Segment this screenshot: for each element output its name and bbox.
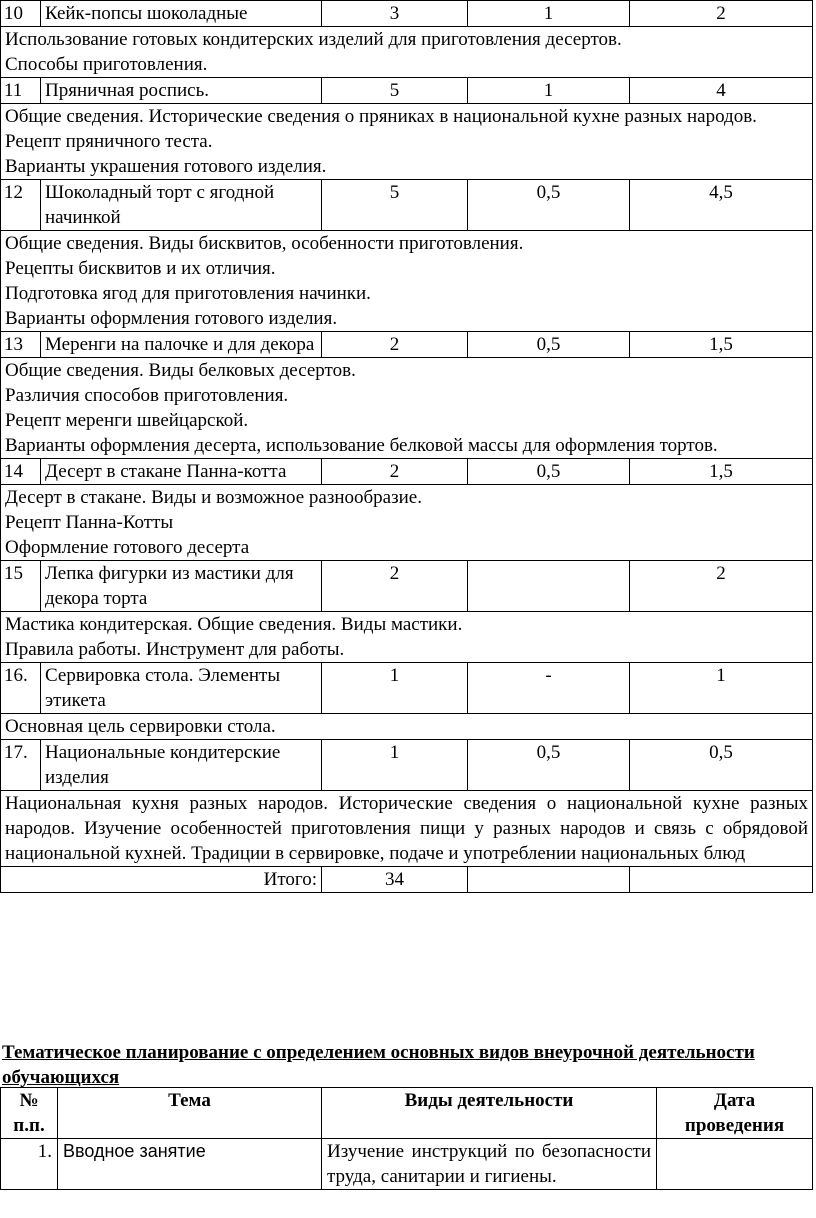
topic-title: Национальные кондитерские изделия bbox=[41, 740, 322, 791]
description-row bbox=[1, 791, 813, 867]
hours-theory: 1 bbox=[468, 1, 630, 27]
hours-total: 5 bbox=[322, 180, 468, 231]
plan-row-number: 1. bbox=[1, 1139, 58, 1190]
hours-practice: 4 bbox=[630, 78, 813, 104]
total-value: 34 bbox=[322, 867, 468, 893]
plan-topic: Вводное занятие bbox=[58, 1139, 322, 1190]
header-row bbox=[1, 1088, 813, 1139]
total-practice-empty bbox=[630, 867, 813, 893]
hours-total: 5 bbox=[322, 78, 468, 104]
plan-table-header bbox=[1, 1088, 813, 1139]
row-number: 10 bbox=[1, 1, 41, 27]
description-row bbox=[1, 612, 813, 663]
hours-practice: 2 bbox=[630, 561, 813, 612]
hours-practice: 4,5 bbox=[630, 180, 813, 231]
hours-practice: 2 bbox=[630, 1, 813, 27]
description-row bbox=[1, 231, 813, 332]
header-topic: Тема bbox=[58, 1088, 322, 1139]
hours-theory: 0,5 bbox=[468, 332, 630, 358]
hours-theory: 0,5 bbox=[468, 180, 630, 231]
topic-title: Шоколадный торт с ягодной начинкой bbox=[41, 180, 322, 231]
topic-title: Лепка фигурки из мастики для декора торта bbox=[41, 561, 322, 612]
row-number: 13 bbox=[1, 332, 41, 358]
hours-theory: 0,5 bbox=[468, 459, 630, 485]
row-number: 12 bbox=[1, 180, 41, 231]
hours-practice: 1,5 bbox=[630, 332, 813, 358]
row-number: 11 bbox=[1, 78, 41, 104]
topic-title: Меренги на палочке и для декора bbox=[41, 332, 322, 358]
section-heading-text: Тематическое планирование с определением основных видов внеурочной деятельности обучающихся bbox=[2, 1042, 755, 1088]
hours-total: 1 bbox=[322, 740, 468, 791]
header-date: Дата проведения bbox=[657, 1088, 813, 1139]
topic-description: Общие сведения. Исторические сведения о пряниках в национальной кухне разных народов. Рецепт пряничного теста. Варианты украшения готового изделия. bbox=[1, 104, 813, 180]
topic-title: Кейк-попсы шоколадные bbox=[41, 1, 322, 27]
header-activities: Виды деятельности bbox=[322, 1088, 657, 1139]
table-row bbox=[1, 459, 813, 485]
table-row bbox=[1, 78, 813, 104]
table-row bbox=[1, 561, 813, 612]
table-row bbox=[1, 663, 813, 714]
header-num: № п.п. bbox=[1, 1088, 58, 1139]
plan-table-body bbox=[1, 1139, 813, 1190]
plan-date bbox=[657, 1139, 813, 1190]
total-theory-empty bbox=[468, 867, 630, 893]
description-row bbox=[1, 358, 813, 459]
curriculum-body bbox=[1, 1, 813, 893]
row-number: 17. bbox=[1, 740, 41, 791]
topic-description: Общие сведения. Виды бисквитов, особенности приготовления. Рецепты бисквитов и их отличия. Подготовка ягод для приготовления начинки. Варианты оформления готового изделия. bbox=[1, 231, 813, 332]
total-label: Итого: bbox=[1, 867, 322, 893]
hours-theory: 0,5 bbox=[468, 740, 630, 791]
hours-total: 1 bbox=[322, 663, 468, 714]
hours-total: 2 bbox=[322, 332, 468, 358]
row-number: 15 bbox=[1, 561, 41, 612]
topic-description: Общие сведения. Виды белковых десертов. Различия способов приготовления. Рецепт меренги швейцарской. Варианты оформления десерта, использование белковой массы для оформления тортов. bbox=[1, 358, 813, 459]
row-number: 16. bbox=[1, 663, 41, 714]
table-row bbox=[1, 180, 813, 231]
description-row bbox=[1, 104, 813, 180]
topic-title: Десерт в стакане Панна-котта bbox=[41, 459, 322, 485]
topic-description: Мастика кондитерская. Общие сведения. Виды мастики. Правила работы. Инструмент для работы. bbox=[1, 612, 813, 663]
topic-description: Использование готовых кондитерских изделий для приготовления десертов. Способы приготовления. bbox=[1, 27, 813, 78]
hours-practice: 0,5 bbox=[630, 740, 813, 791]
plan-table bbox=[0, 1087, 813, 1190]
total-row bbox=[1, 867, 813, 893]
table-row bbox=[1, 1139, 813, 1190]
hours-total: 2 bbox=[322, 459, 468, 485]
hours-total: 3 bbox=[322, 1, 468, 27]
hours-theory: 1 bbox=[468, 78, 630, 104]
description-row bbox=[1, 27, 813, 78]
plan-activities: Изучение инструкций по безопасности труда, санитарии и гигиены. bbox=[322, 1139, 657, 1190]
section-heading bbox=[2, 1040, 802, 1090]
topic-description: Десерт в стакане. Виды и возможное разнообразие. Рецепт Панна-Котты Оформление готового десерта bbox=[1, 485, 813, 561]
hours-theory: - bbox=[468, 663, 630, 714]
row-number: 14 bbox=[1, 459, 41, 485]
description-row bbox=[1, 485, 813, 561]
topic-description: Национальная кухня разных народов. Исторические сведения о национальной кухне разных народов. Изучение особенностей приготовления пищи у разных народов и связь с обрядовой национальной кухней. Традиции в сервировке, подаче и употреблении национальных блюд bbox=[1, 791, 813, 867]
hours-theory bbox=[468, 561, 630, 612]
table-row bbox=[1, 332, 813, 358]
hours-practice: 1,5 bbox=[630, 459, 813, 485]
hours-total: 2 bbox=[322, 561, 468, 612]
hours-practice: 1 bbox=[630, 663, 813, 714]
topic-description: Основная цель сервировки стола. bbox=[1, 714, 813, 740]
table-row bbox=[1, 1, 813, 27]
topic-title: Сервировка стола. Элементы этикета bbox=[41, 663, 322, 714]
description-row bbox=[1, 714, 813, 740]
topic-title: Пряничная роспись. bbox=[41, 78, 322, 104]
table-row bbox=[1, 740, 813, 791]
